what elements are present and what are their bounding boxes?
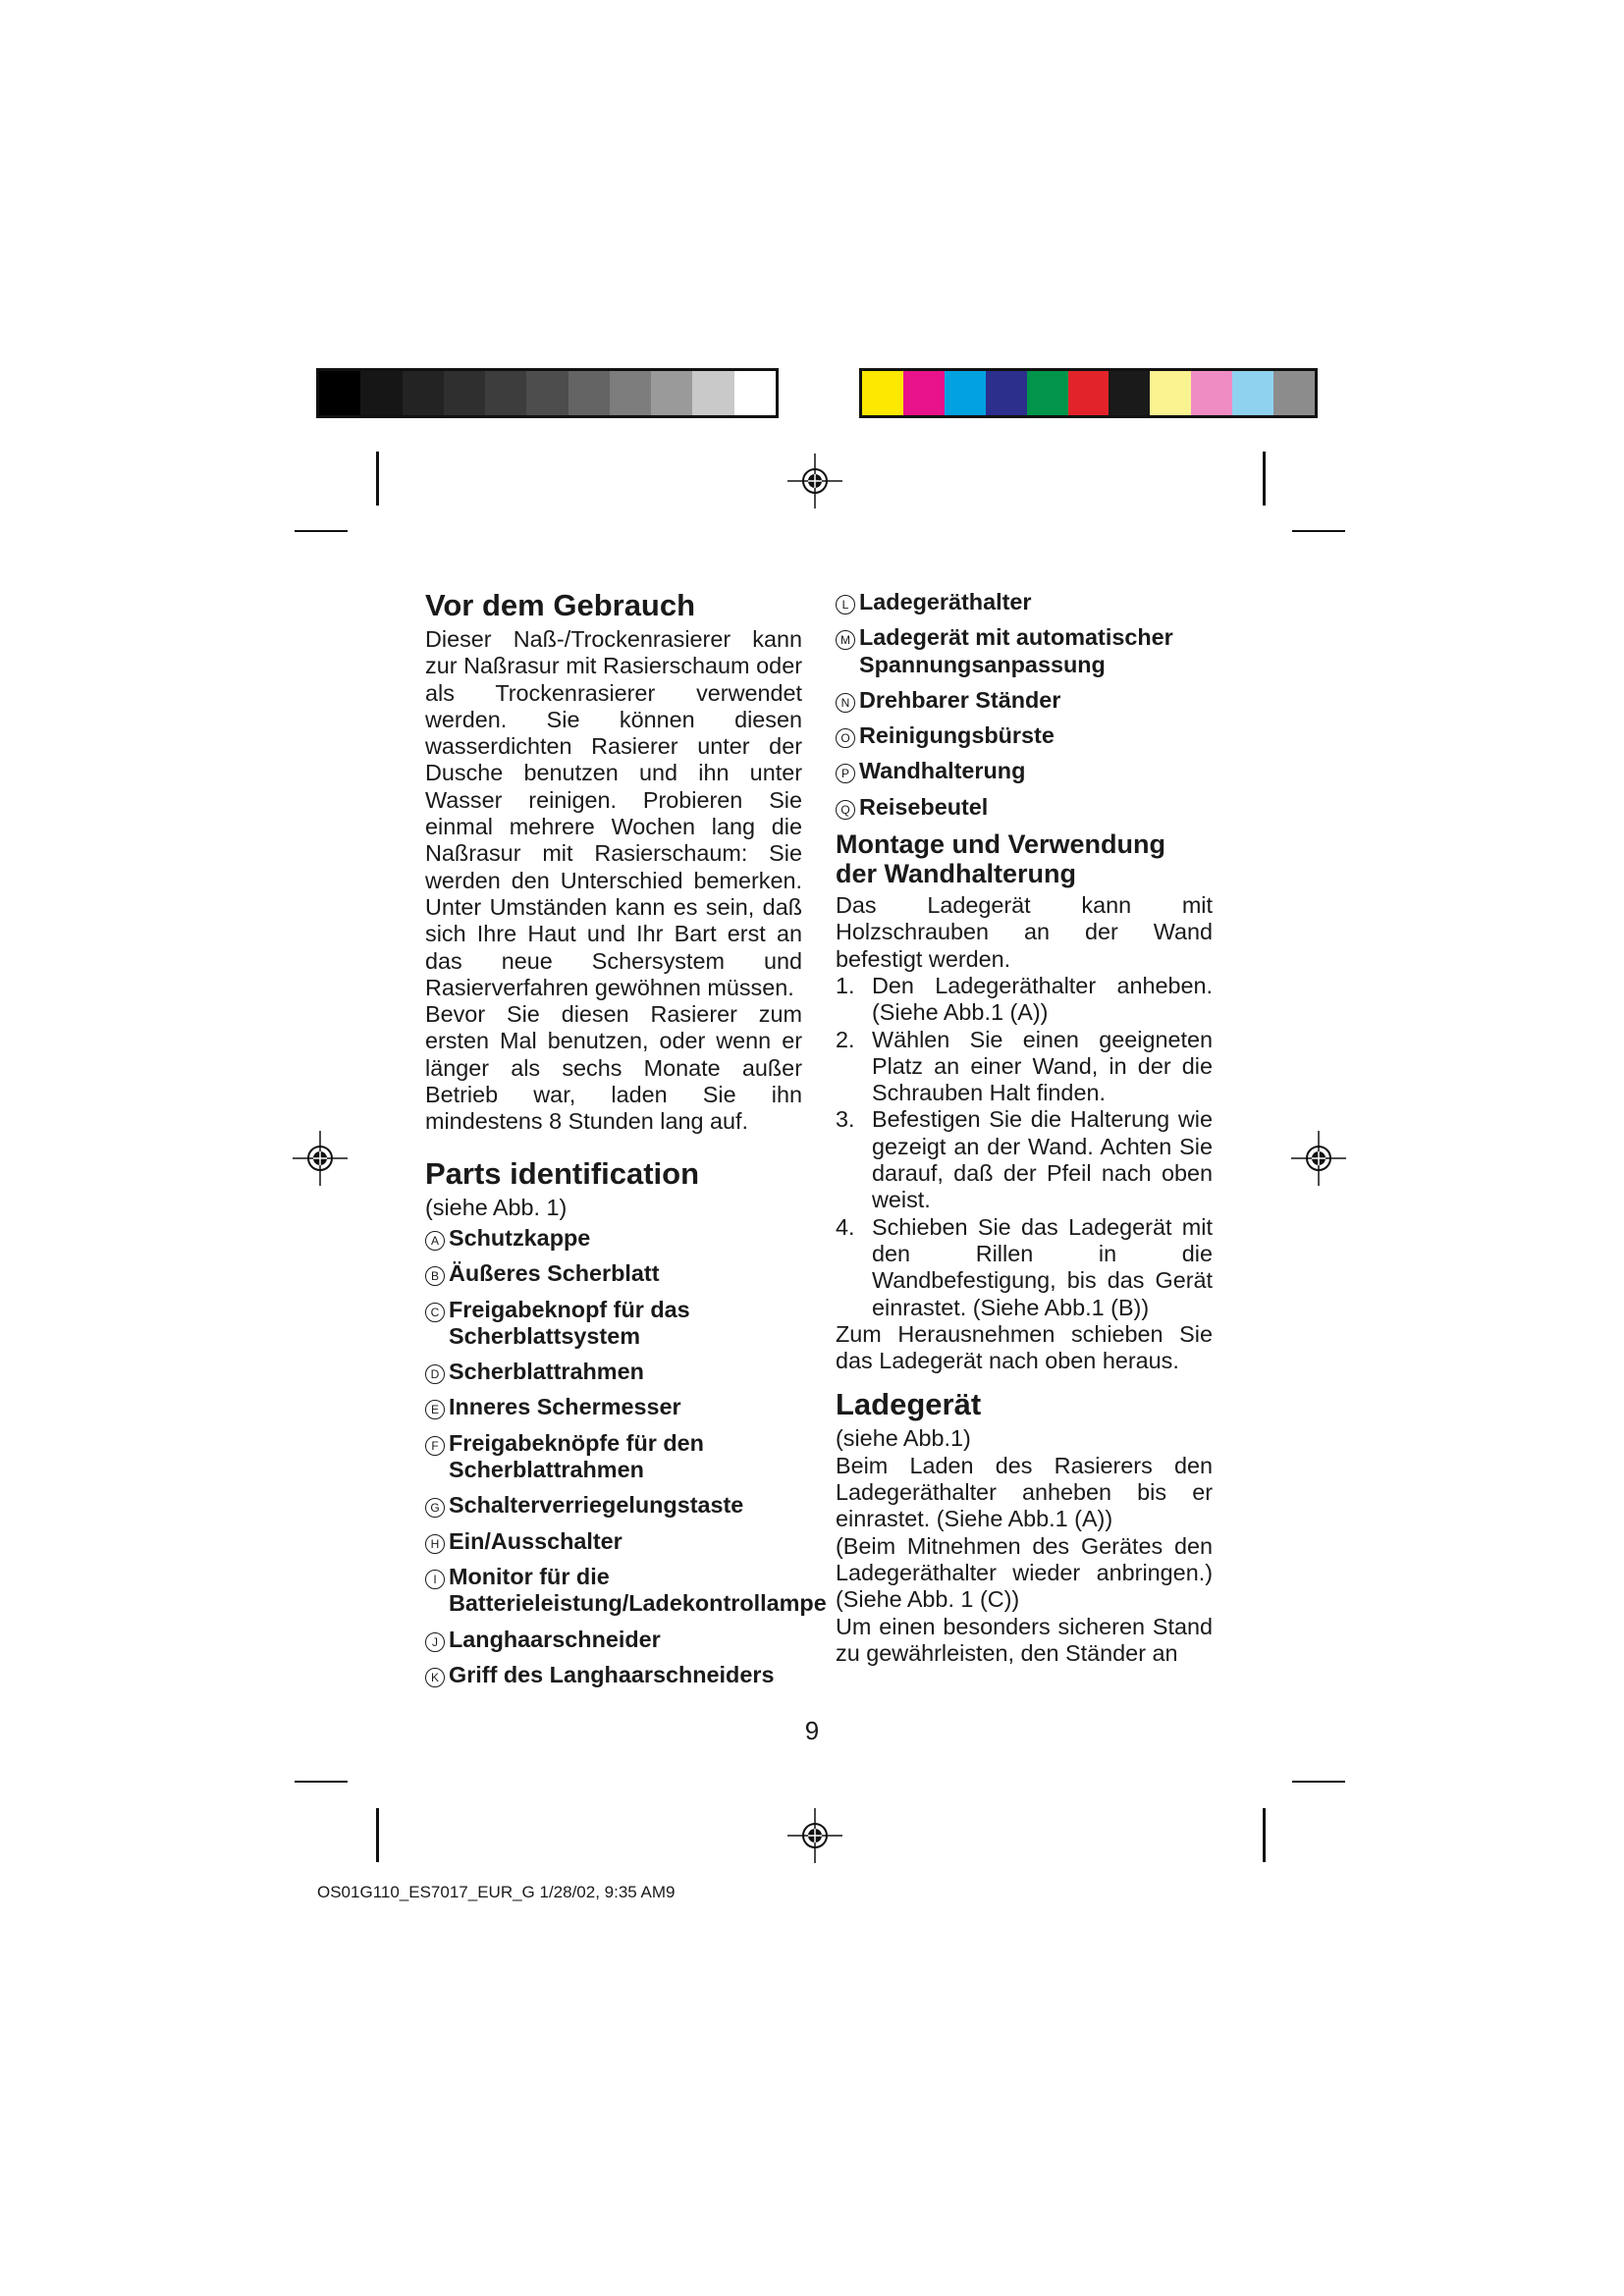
- part-label: Griff des Langhaarschneiders: [449, 1661, 775, 1687]
- mount-step: [836, 973, 1213, 1027]
- color-swatch: [986, 371, 1027, 415]
- print-slug-footer: OS01G110_ES7017_EUR_G 1/28/02, 9:35 AM9: [317, 1883, 676, 1901]
- crop-mark: [295, 1781, 348, 1783]
- part-item: [425, 1225, 802, 1252]
- part-label: Scherblattrahmen: [449, 1359, 644, 1385]
- mount-step: [836, 1106, 1213, 1213]
- part-label: Ladegeräthalter: [859, 589, 1032, 614]
- part-item: [425, 1627, 802, 1653]
- heading-parts-identification: Parts identification: [425, 1155, 700, 1191]
- intro-paragraph: Dieser Naß-/Trockenrasierer kann zur Naßrasur mit Rasierschaum oder als Trockenrasierer verwendet werden. Sie können diesen wasserdichten Rasierer unter der Dusche benutzen und ihn unter Wasser reinigen. Probieren Sie einmal mehrere Wochen lang die Naßrasur mit Rasierschaum: Sie werden den Unterschied bemerken. Unter Umständen kann es sein, daß sich Ihre Haut und Ihr Bart erst an das neue Schersystem und Rasierverfahren gewöhnen müssen.: [425, 626, 802, 1000]
- color-swatch: [485, 371, 526, 415]
- part-item: [836, 722, 1213, 749]
- part-letter-badge: G: [425, 1498, 445, 1518]
- right-column: [836, 589, 1213, 1667]
- color-swatch: [692, 371, 733, 415]
- color-swatch: [734, 371, 776, 415]
- color-swatch: [1273, 371, 1315, 415]
- mount-outro: Zum Herausnehmen schieben Sie das Ladegerät nach oben heraus.: [836, 1320, 1213, 1374]
- color-swatch: [651, 371, 692, 415]
- part-item: [425, 1492, 802, 1519]
- color-swatch: [360, 371, 402, 415]
- color-swatch: [1109, 371, 1150, 415]
- crop-mark: [1292, 1781, 1345, 1783]
- color-swatch: [862, 371, 903, 415]
- part-item: [836, 794, 1213, 821]
- parts-list: [425, 1224, 827, 1688]
- crop-mark: [1263, 1808, 1266, 1862]
- part-label: Drehbarer Ständer: [859, 686, 1061, 713]
- registration-mark-icon: [293, 1131, 348, 1186]
- part-label: Freigabeknöpfe für den Scherblattrahmen: [449, 1429, 704, 1483]
- parts-figure-reference: (siehe Abb. 1): [425, 1194, 568, 1220]
- part-letter-badge: L: [836, 595, 855, 614]
- part-letter-badge: J: [425, 1632, 445, 1652]
- color-swatch: [610, 371, 651, 415]
- part-letter-badge: I: [425, 1570, 445, 1589]
- part-letter-badge: K: [425, 1668, 445, 1687]
- part-letter-badge: E: [425, 1400, 445, 1419]
- registration-mark-icon: [787, 454, 842, 508]
- crop-mark: [376, 1808, 379, 1862]
- color-swatch: [526, 371, 568, 415]
- part-label: Ladegerät mit automatischer Spannungsanpassung: [859, 624, 1173, 677]
- color-swatch: [403, 371, 444, 415]
- step-number: 1.: [836, 972, 855, 998]
- step-text: Befestigen Sie die Halterung wie gezeigt an der Wand. Achten Sie darauf, daß der Pfeil nach oben weist.: [872, 1106, 1213, 1213]
- part-letter-badge: M: [836, 630, 855, 650]
- part-item: [425, 1394, 802, 1420]
- part-label: Wandhalterung: [859, 758, 1026, 784]
- step-text: Den Ladegeräthalter anheben. (Siehe Abb.1 (A)): [872, 972, 1213, 1026]
- heading-ladegeraet: Ladegerät: [836, 1387, 982, 1422]
- charger-paragraph-1: Beim Laden des Rasierers den Ladegeräthalter anheben bis er einrastet. (Siehe Abb.1 (A)): [836, 1452, 1213, 1532]
- heading-vor-dem-gebrauch: Vor dem Gebrauch: [425, 588, 696, 622]
- color-swatch: [1232, 371, 1273, 415]
- part-letter-badge: F: [425, 1436, 445, 1456]
- crop-mark: [295, 530, 348, 532]
- color-swatch: [1191, 371, 1232, 415]
- color-swatch: [903, 371, 945, 415]
- part-label: Reisebeutel: [859, 793, 989, 820]
- mount-step: [836, 1214, 1213, 1321]
- part-item: [836, 589, 1213, 615]
- part-item: [425, 1359, 802, 1385]
- intro-paragraph-charging: Bevor Sie diesen Rasierer zum ersten Mal benutzen, oder wenn er länger als sechs Monate außer Betrieb war, laden Sie ihn mindestens 8 Stunden lang auf.: [425, 1001, 802, 1135]
- page-number: 9: [804, 1716, 820, 1745]
- color-swatch: [444, 371, 485, 415]
- step-number: 4.: [836, 1213, 855, 1240]
- step-text: Wählen Sie einen geeigneten Platz an einer Wand, in der die Schrauben Halt finden.: [872, 1026, 1213, 1106]
- color-calibration-bar: [859, 368, 1318, 418]
- part-label: Schalterverriegelungstaste: [449, 1492, 744, 1519]
- part-label: Schutzkappe: [449, 1224, 591, 1251]
- part-letter-badge: C: [425, 1303, 445, 1322]
- crop-mark: [1263, 452, 1266, 506]
- mount-steps-list: [836, 973, 1213, 1321]
- step-number: 2.: [836, 1026, 855, 1052]
- part-letter-badge: A: [425, 1231, 445, 1251]
- part-label: Monitor für die Batterieleistung/Ladekontrollampe: [449, 1563, 827, 1617]
- color-swatch: [945, 371, 986, 415]
- part-item: [425, 1260, 802, 1287]
- part-item: [836, 758, 1213, 784]
- crop-mark: [376, 452, 379, 506]
- charger-figure-reference: (siehe Abb.1): [836, 1425, 971, 1452]
- part-item: [425, 1662, 802, 1688]
- step-text: Schieben Sie das Ladegerät mit den Rillen in die Wandbefestigung, bis das Gerät einrastet. (Siehe Abb.1 (B)): [872, 1213, 1213, 1320]
- mount-step: [836, 1027, 1213, 1107]
- registration-mark-icon: [787, 1808, 842, 1863]
- part-label: Langhaarschneider: [449, 1626, 661, 1652]
- left-column: [425, 588, 827, 1697]
- charger-paragraph-2: (Beim Mitnehmen des Gerätes den Ladegeräthalter wieder anbringen.) (Siehe Abb. 1 (C)): [836, 1532, 1213, 1613]
- color-swatch: [1027, 371, 1068, 415]
- part-letter-badge: P: [836, 764, 855, 783]
- heading-wall-mount: Montage und Verwendung der Wandhalterung: [836, 829, 1165, 889]
- part-item: [425, 1528, 802, 1555]
- part-label: Inneres Schermesser: [449, 1394, 681, 1420]
- charger-paragraph-3: Um einen besonders sicheren Stand zu gewährleisten, den Ständer an: [836, 1613, 1213, 1666]
- part-letter-badge: O: [836, 728, 855, 748]
- part-letter-badge: B: [425, 1266, 445, 1286]
- part-item: [836, 624, 1213, 678]
- part-label: Äußeres Scherblatt: [449, 1260, 660, 1287]
- part-item: [425, 1297, 802, 1351]
- part-letter-badge: N: [836, 693, 855, 713]
- step-number: 3.: [836, 1106, 855, 1133]
- grayscale-calibration-bar: [316, 368, 779, 418]
- part-item: [425, 1430, 802, 1484]
- part-label: Ein/Ausschalter: [449, 1527, 623, 1554]
- color-swatch: [1068, 371, 1110, 415]
- registration-mark-icon: [1291, 1131, 1346, 1186]
- part-letter-badge: Q: [836, 800, 855, 820]
- part-label: Freigabeknopf für das Scherblattsystem: [449, 1296, 690, 1349]
- crop-mark: [1292, 530, 1345, 532]
- mount-intro: Das Ladegerät kann mit Holzschrauben an der Wand befestigt werden.: [836, 892, 1213, 972]
- part-label: Reinigungsbürste: [859, 722, 1055, 749]
- part-letter-badge: H: [425, 1534, 445, 1554]
- part-item: [425, 1563, 827, 1618]
- color-swatch: [568, 371, 610, 415]
- part-letter-badge: D: [425, 1364, 445, 1384]
- part-item: [836, 687, 1213, 714]
- color-swatch: [1150, 371, 1191, 415]
- parts-list-continued: [836, 589, 1213, 821]
- color-swatch: [319, 371, 360, 415]
